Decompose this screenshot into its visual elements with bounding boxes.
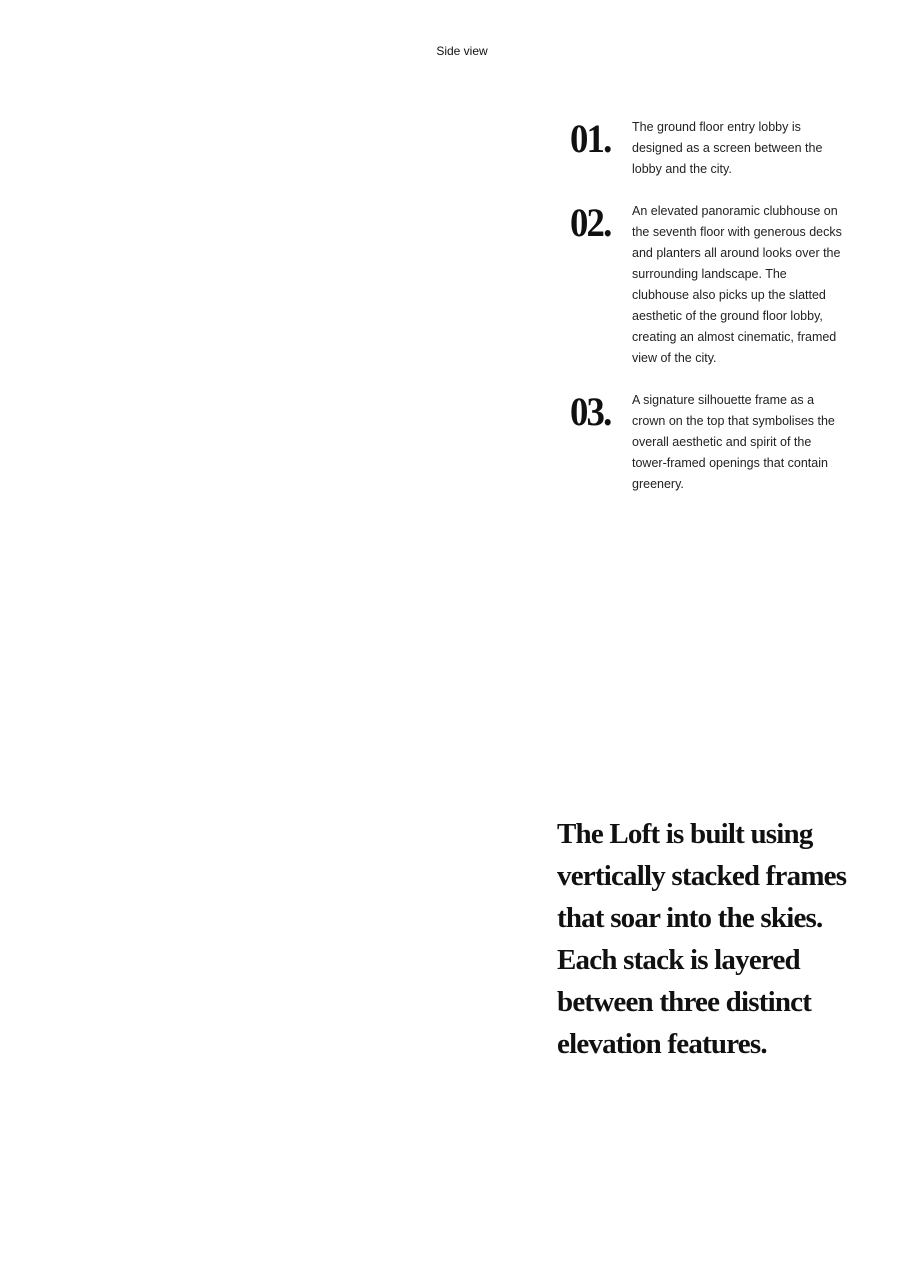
feature-description: The ground floor entry lobby is designed as a screen between the lobby and the city. (632, 120, 823, 176)
main-statement: The Loft is built using vertically stacked frames that soar into the skies. Each stack is layered between three distinct elevation features. (557, 818, 847, 1060)
feature-number: 01. (570, 116, 611, 161)
feature-number: 02. (570, 200, 611, 245)
feature-item-01 (570, 117, 870, 180)
feature-description: A signature silhouette frame as a crown on the top that symbolises the overall aesthetic and spirit of the tower-framed openings that contain greenery. (632, 393, 835, 491)
feature-item-03 (570, 390, 870, 495)
page-label: Side view (436, 44, 488, 58)
feature-list (570, 117, 870, 516)
feature-number: 03. (570, 389, 611, 434)
feature-description: An elevated panoramic clubhouse on the seventh floor with generous decks and planters all around looks over the surrounding landscape. The clubhouse also picks up the slatted aesthetic of the ground floor lobby, creating an almost cinematic, framed view of the city. (632, 204, 842, 365)
feature-item-02 (570, 201, 870, 369)
